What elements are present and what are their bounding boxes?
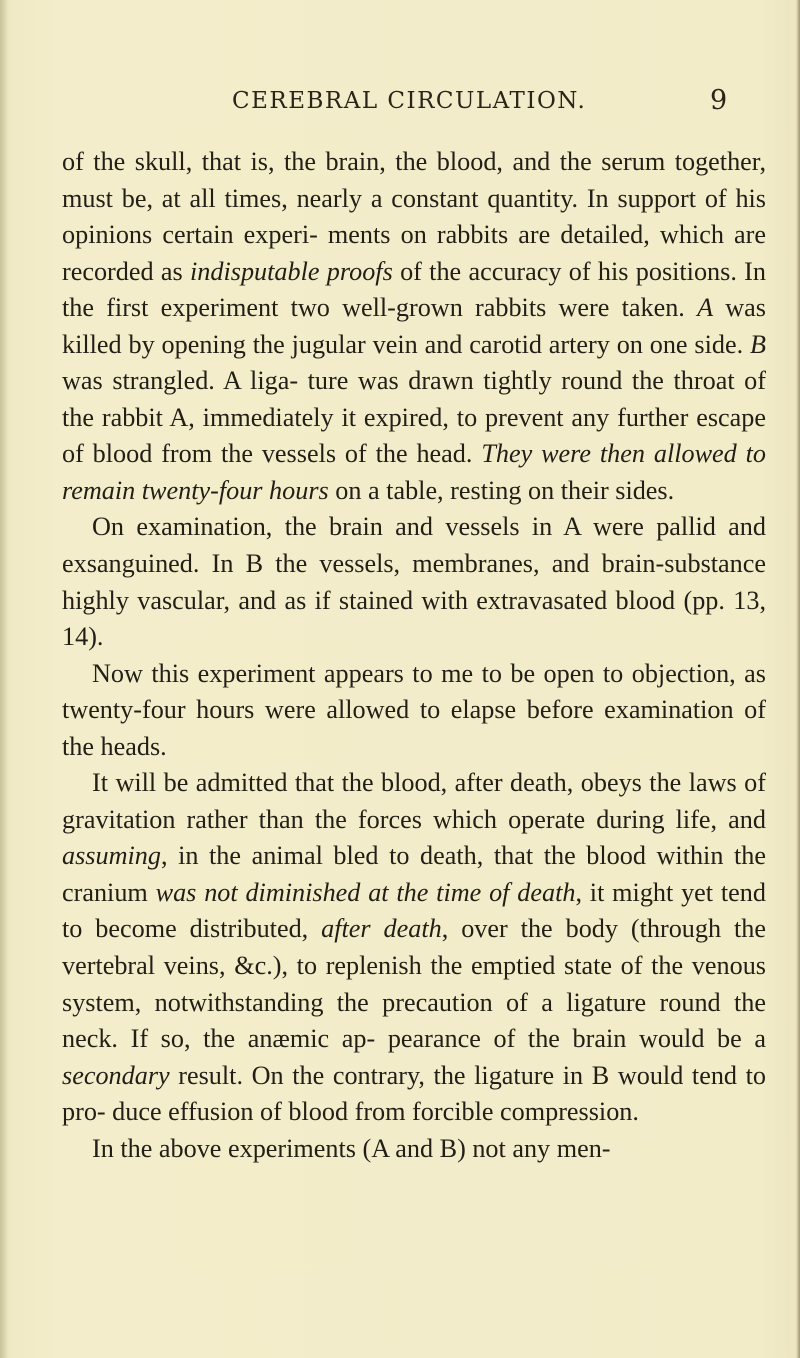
- text-segment: , over the body (through the vertebral veins, &c.), to replenish the emptied state of the venous system, notwithstanding the precaution of a ligature round the neck. If so, the anæmic ap- pearance of the brain would be a: [62, 914, 767, 1054]
- paragraph: [62, 656, 766, 766]
- text-segment: Now this experiment appears to me to be open to objection, as twenty-four hours were allowed to elapse before examination of the heads.: [62, 658, 766, 761]
- text-segment: on a table, resting on their sides.: [328, 475, 675, 505]
- text-segment: of the accuracy of his positions. In the first experiment two well-grown rabbits were taken.: [62, 256, 766, 323]
- body-text: [62, 144, 766, 1167]
- page-edge: [796, 0, 800, 1358]
- spine-shadow: [0, 0, 8, 1358]
- paragraph: [62, 144, 766, 509]
- text-segment: , it might yet tend to become distributed,: [62, 877, 766, 944]
- text-segment: It will be admitted that the blood, after death, obeys the laws of gravitation rather than the forces which operate during life, and: [62, 768, 766, 834]
- italic-text: A: [697, 293, 714, 323]
- page-header: [0, 85, 800, 128]
- paragraph: [62, 1131, 766, 1168]
- italic-text: They were then allowed to remain twenty-four hours: [62, 439, 767, 505]
- text-segment: of the skull, that is, the brain, the blood, and the serum together, must be, at all times, nearly a constant quantity. In support of his opinions certain experi- ments on rabbits are detailed, which are recorded as: [62, 147, 766, 286]
- italic-text: assuming: [62, 841, 161, 871]
- italic-text: secondary: [62, 1060, 170, 1090]
- text-segment: result. On the contrary, the ligature in B would tend to pro- duce effusion of blood from forcible compression.: [62, 1060, 766, 1127]
- text-segment: was strangled. A liga- ture was drawn tightly round the throat of the rabbit A, immediately it expired, to prevent any further escape of blood from the vessels of the head.: [62, 366, 766, 469]
- paragraph: [62, 509, 766, 655]
- text-segment: On examination, the brain and vessels in A were pallid and exsanguined. In B the vessels, membranes, and brain-substance highly vascular, and as if stained with extravasated blood (pp. 13, 14).: [62, 512, 766, 652]
- italic-text: was not diminished at the time of death: [155, 877, 576, 907]
- text-segment: In the above experiments (A and B) not any men-: [92, 1133, 611, 1163]
- page-number: 9: [710, 85, 728, 116]
- italic-text: B: [750, 329, 766, 359]
- italic-text: indisputable proofs: [190, 256, 393, 286]
- paragraph: [62, 765, 766, 1130]
- text-segment: , in the animal bled to death, that the blood within the cranium: [62, 841, 766, 907]
- text-segment: was killed by opening the jugular vein and carotid artery on one side.: [62, 293, 766, 359]
- italic-text: after death: [321, 914, 442, 944]
- running-title: CEREBRAL CIRCULATION.: [232, 88, 587, 114]
